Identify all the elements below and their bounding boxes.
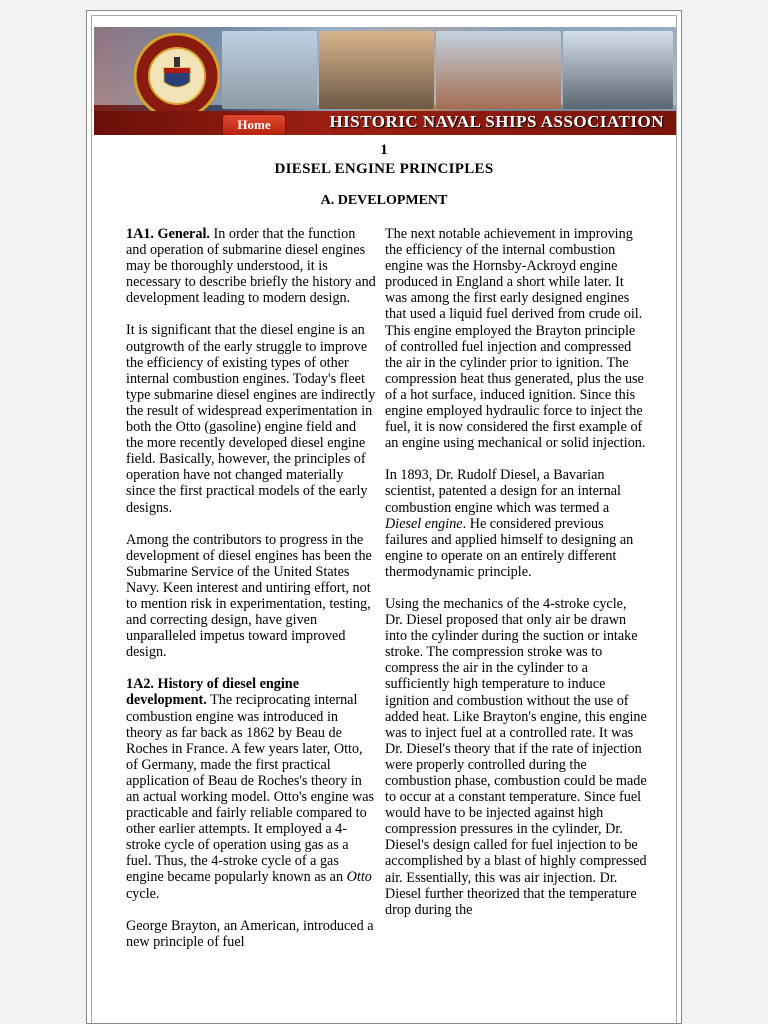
banner-photo-guns [563, 31, 673, 109]
paragraph: George Brayton, an American, introduced a new principle of fuel [126, 917, 374, 950]
paragraph [126, 676, 376, 901]
paragraph [126, 226, 376, 306]
chapter-title: DIESEL ENGINE PRINCIPLES [274, 161, 494, 177]
paragraph: Using the mechanics of the 4-stroke cycle, Dr. Diesel proposed that only air be drawn into the cylinder during the suction or intake stroke. The compression stroke was to compress the air in the cylinder to a sufficiently high temperature to induce ignition and combustion without the use of added heat. Like Brayton's engine, this engine was to inject fuel at a controlled rate. It was Dr. Diesel's theory that if the rate of injection were properly controlled during the combustion phase, combustion could be made to occur at a constant temperature. Since fuel would have to be injected against high compression pressures in the cylinder, Dr. Diesel's design called for fuel injection to be accomplished by a blast of highly compressed air. Essentially, this was air injection. Dr. Diesel further theorized that the temperature drop during the [385, 595, 647, 918]
right-column [385, 226, 647, 934]
header-banner [94, 27, 676, 135]
banner-photo-children [436, 31, 561, 109]
italic-term: Diesel engine [385, 515, 463, 532]
paragraph: It is significant that the diesel engine is an outgrowth of the early struggle to improve the efficiency of existing types of other internal combustion engines. Today's fleet type submarine diesel engines are indirectly the result of widespread experimentation in both the Otto (gasoline) engine field and the more recently developed diesel engine field. Basically, however, the principles of operation have not changed materially since the first practical models of the early designs. [126, 322, 376, 516]
document-page [86, 10, 682, 1024]
paragraph-heading: 1A2. History of diesel engine development. [126, 676, 299, 709]
paragraph-text: The reciprocating internal combustion engine was introduced in theory as far back as 1862 by Beau de Roches in France. A few years later, Otto, of Germany, made the first practical application of Beau de Roches's theory in an actual working model. Otto's engine was practicable and fairly reliable compared to other earlier attempts. It employed a 4-stroke cycle of operation using gas as a fuel. Thus, the 4-stroke cycle of a gas engine became popularly known as an [126, 692, 375, 886]
paragraph-text: . He considered previous failures and applied himself to designing an engine to operate on an entirely different thermodynamic principle. [385, 515, 634, 580]
left-column [126, 226, 376, 966]
chapter-number: 1 [380, 142, 388, 158]
banner-photo-aircraft [222, 31, 317, 109]
paragraph-text: In 1893, Dr. Rudolf Diesel, a Bavarian scientist, patented a design for an internal combustion engine which was termed a [385, 467, 621, 516]
home-button[interactable]: Home [222, 114, 286, 135]
paragraph-text: In order that the function and operation of submarine diesel engines may be thoroughly understood, it is necessary to describe briefly the history and development leading to modern design. [126, 226, 376, 307]
association-seal-icon [134, 33, 220, 119]
paragraph [385, 467, 647, 580]
section-title: A. DEVELOPMENT [320, 193, 448, 208]
banner-photo-people [319, 31, 434, 109]
paragraph-heading: 1A1. General. [126, 226, 210, 242]
paragraph: Among the contributors to progress in the development of diesel engines has been the Submarine Service of the United States Navy. Keen interest and untiring effort, not to mention risk in experimentation, testing, and correcting design, have given unparalleled impetus toward improved design. [126, 531, 372, 661]
site-title: HISTORIC NAVAL SHIPS ASSOCIATION [329, 112, 664, 131]
paragraph-text: cycle. [126, 885, 160, 902]
paragraph: The next notable achievement in improving the efficiency of the internal combustion engine was the Hornsby-Ackroyd engine produced in England a short while later. It was among the first early designed engines that used a liquid fuel derived from crude oil. This engine employed the Brayton principle of controlled fuel injection and compressed the air in the cylinder prior to ignition. The compression heat thus generated, plus the use of a hot surface, induced ignition. Since this engine employed hydraulic force to inject the fuel, it is now considered the first example of an engine using mechanical or solid injection. [385, 226, 646, 452]
italic-term: Otto [346, 869, 372, 886]
